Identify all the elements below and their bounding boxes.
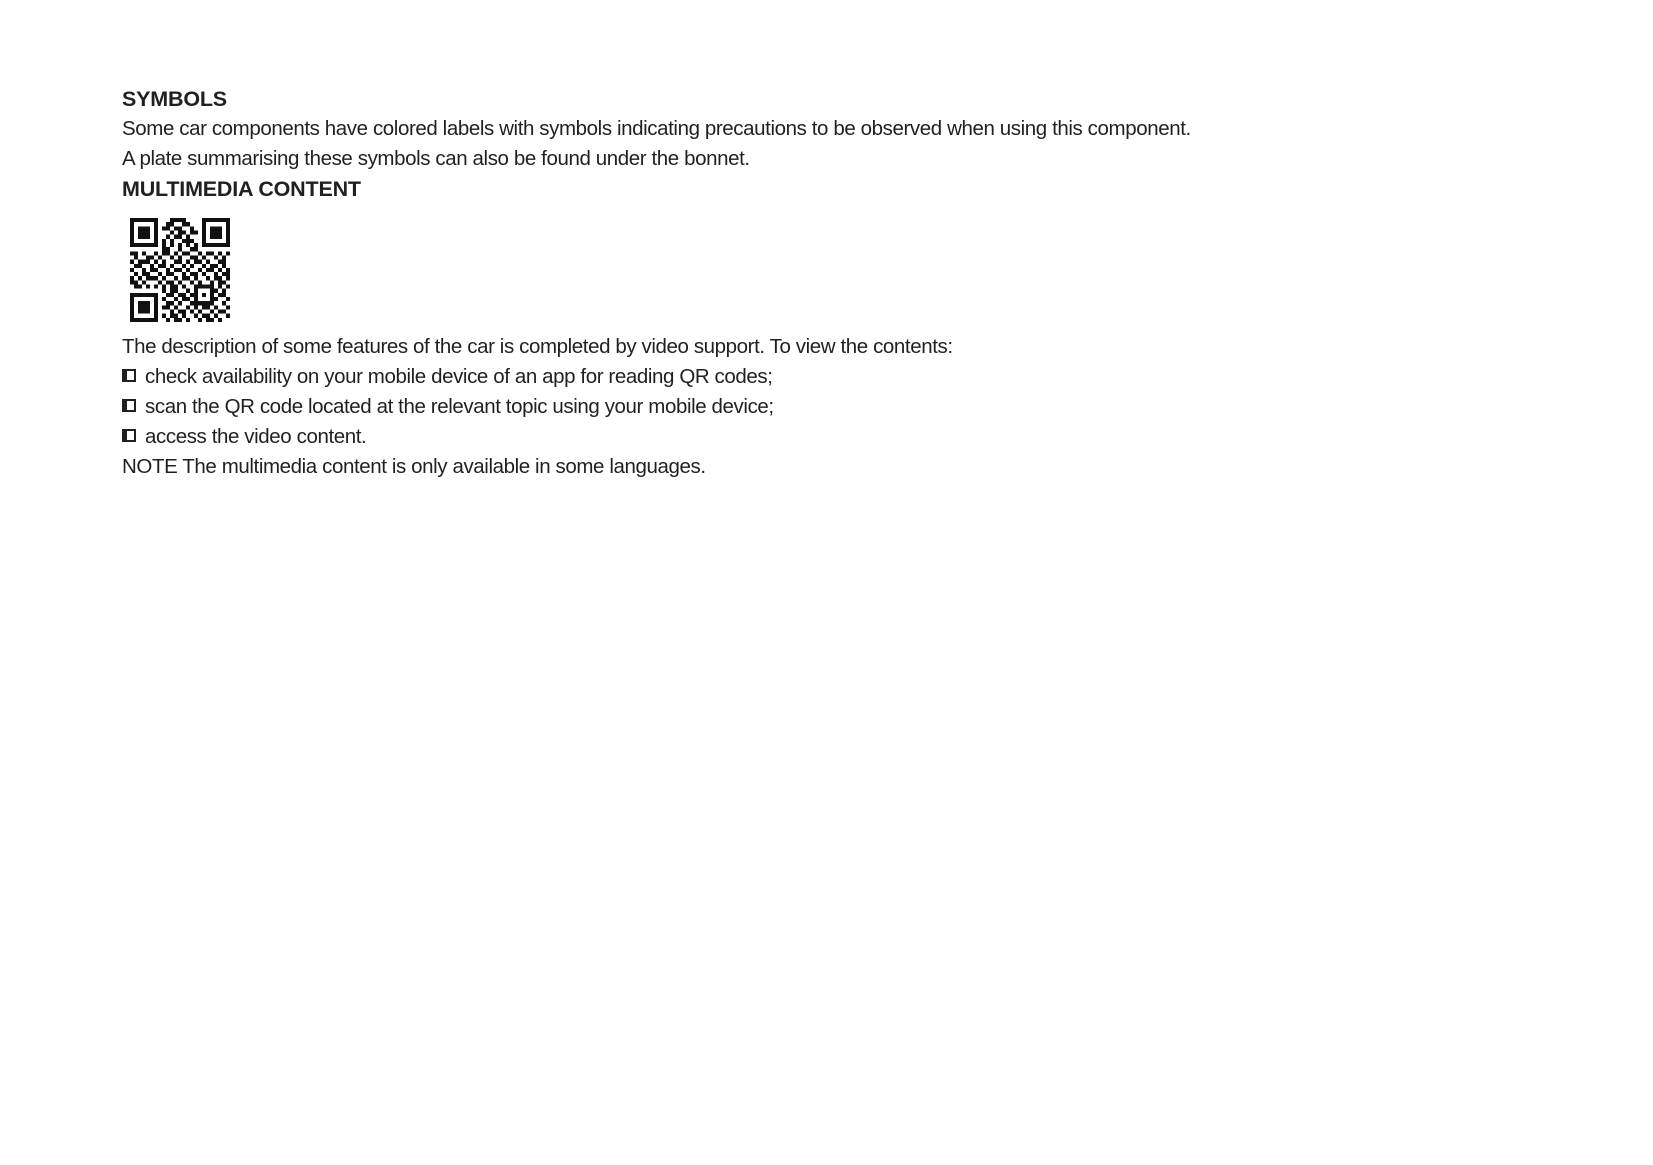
multimedia-note: NOTE The multimedia content is only available in some languages. xyxy=(122,455,706,478)
symbols-paragraph-line-1: Some car components have colored labels with symbols indicating precautions to be observed when using this component. xyxy=(122,117,1191,140)
manual-page-content xyxy=(122,84,1522,482)
square-bullet-icon xyxy=(122,429,136,442)
qr-code-icon xyxy=(130,218,230,322)
multimedia-step xyxy=(122,392,1522,422)
square-bullet-icon xyxy=(122,369,136,382)
multimedia-heading: MULTIMEDIA CONTENT xyxy=(122,177,361,201)
symbols-paragraph-line-2: A plate summarising these symbols can also be found under the bonnet. xyxy=(122,147,750,170)
multimedia-step xyxy=(122,422,1522,452)
multimedia-step-label: access the video content. xyxy=(145,425,367,448)
multimedia-intro: The description of some features of the car is completed by video support. To view the contents: xyxy=(122,335,953,358)
symbols-section xyxy=(122,84,1522,174)
multimedia-step-label: scan the QR code located at the relevant topic using your mobile device; xyxy=(145,395,774,418)
multimedia-section xyxy=(122,174,1522,482)
multimedia-step-label: check availability on your mobile device of an app for reading QR codes; xyxy=(145,365,773,388)
multimedia-step xyxy=(122,362,1522,392)
square-bullet-icon xyxy=(122,399,136,412)
symbols-heading: SYMBOLS xyxy=(122,87,227,111)
